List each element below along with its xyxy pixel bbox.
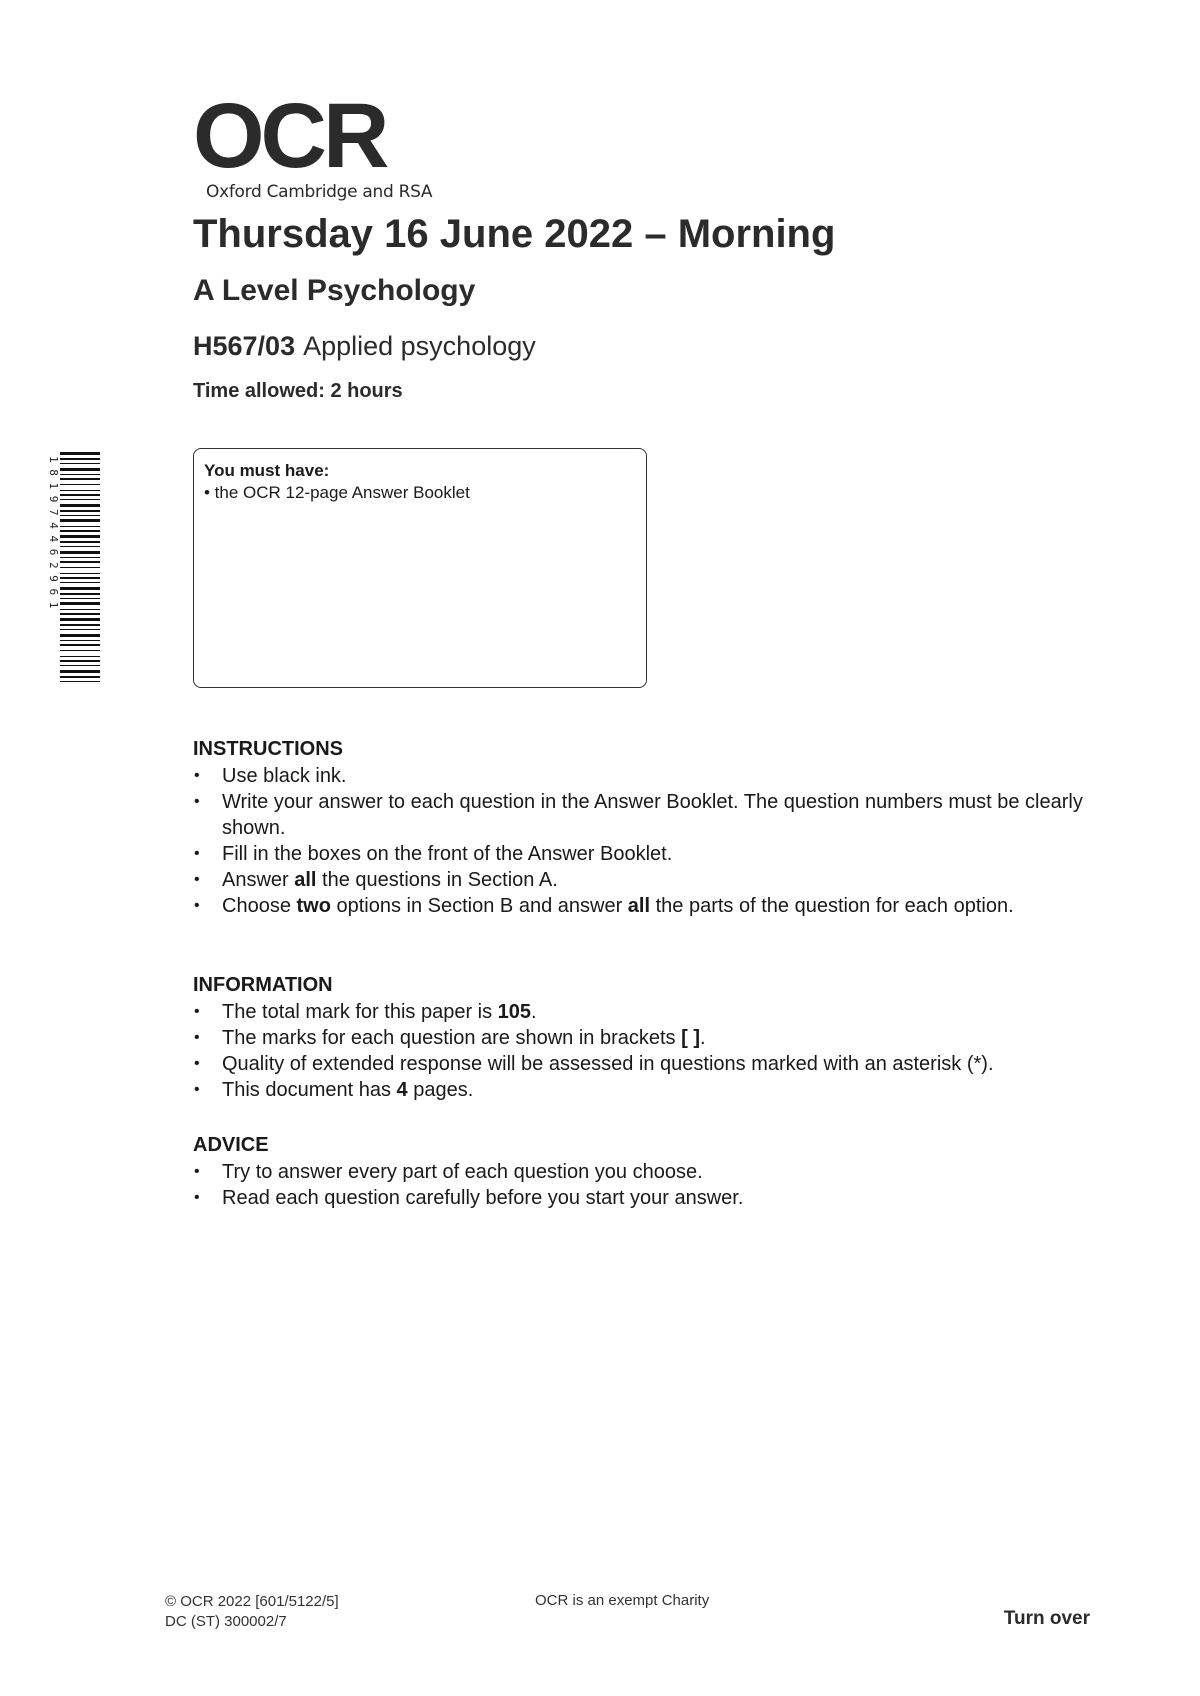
information-list [193,999,1093,1103]
ocr-logo [193,85,453,202]
item-text: Use black ink. [222,765,347,787]
emphasis-text: 4 [396,1079,408,1101]
advice-item [193,1159,1093,1185]
emphasis-text: all [294,869,317,891]
emphasis-text: 105 [497,1001,532,1023]
must-have-box [193,448,647,688]
information-item [193,1077,1093,1103]
instructions-item [193,867,1093,893]
charity-text: OCR is an exempt Charity [535,1592,710,1609]
item-text: Write your answer to each question in the Answer Booklet. The question numbers must be clearly shown. [222,791,1083,839]
item-text: the questions in Section A. [316,869,558,891]
emphasis-text: [ ] [681,1027,701,1049]
information-section [193,974,1093,1103]
information-item [193,1051,1093,1077]
information-heading: INFORMATION [193,974,333,996]
instructions-item [193,763,1093,789]
advice-heading: ADVICE [193,1134,269,1156]
turn-over-text: Turn over [1003,1608,1090,1629]
advice-section [193,1134,1093,1211]
exam-date-title: Thursday 16 June 2022 – Morning [193,212,836,256]
instructions-item [193,893,1093,919]
item-text: Read each question carefully before you start your answer. [222,1187,744,1209]
document-code: DC (ST) 300002/7 [165,1613,287,1630]
logo-mark: OCR [193,85,386,187]
unit-line [193,331,536,362]
instructions-item [193,841,1093,867]
information-item [193,999,1093,1025]
instructions-section [193,738,1093,919]
item-text: . [531,1001,537,1023]
information-item [193,1025,1093,1051]
qualification-title: A Level Psychology [193,274,476,307]
must-have-title: You must have: [204,461,330,480]
item-text: . [700,1027,706,1049]
item-text: Fill in the boxes on the front of the Answer Booklet. [222,843,673,865]
item-text: options in Section B and answer [330,895,628,917]
item-text: Answer [222,869,295,891]
unit-code: H567/03 [193,331,296,361]
footer-codes [165,1592,339,1632]
emphasis-text: two [296,895,331,917]
unit-title: Applied psychology [303,331,536,361]
item-text: The total mark for this paper is [222,1001,498,1023]
item-text: Try to answer every part of each question you choose. [222,1161,703,1183]
time-allowed: Time allowed: 2 hours [193,380,403,402]
item-text: Choose [222,895,297,917]
item-text: The marks for each question are shown in brackets [222,1027,682,1049]
advice-item [193,1185,1093,1211]
item-text: the parts of the question for each option. [650,895,1014,917]
advice-list [193,1159,1093,1211]
instructions-item [193,789,1093,841]
instructions-heading: INSTRUCTIONS [193,738,343,760]
logo-subtitle: Oxford Cambridge and RSA [206,182,433,202]
instructions-list [193,763,1093,919]
emphasis-text: all [627,895,651,917]
copyright-text: © OCR 2022 [601/5122/5] [165,1593,339,1610]
item-text: This document has [222,1079,397,1101]
barcode-image [42,452,100,684]
barcode-digits: 1 8 1 9 7 4 4 6 2 9 6 1 [47,456,60,609]
item-text: Quality of extended response will be assessed in questions marked with an asterisk (*). [222,1053,994,1075]
must-have-item: • the OCR 12-page Answer Booklet [204,483,470,502]
item-text: pages. [407,1079,474,1101]
